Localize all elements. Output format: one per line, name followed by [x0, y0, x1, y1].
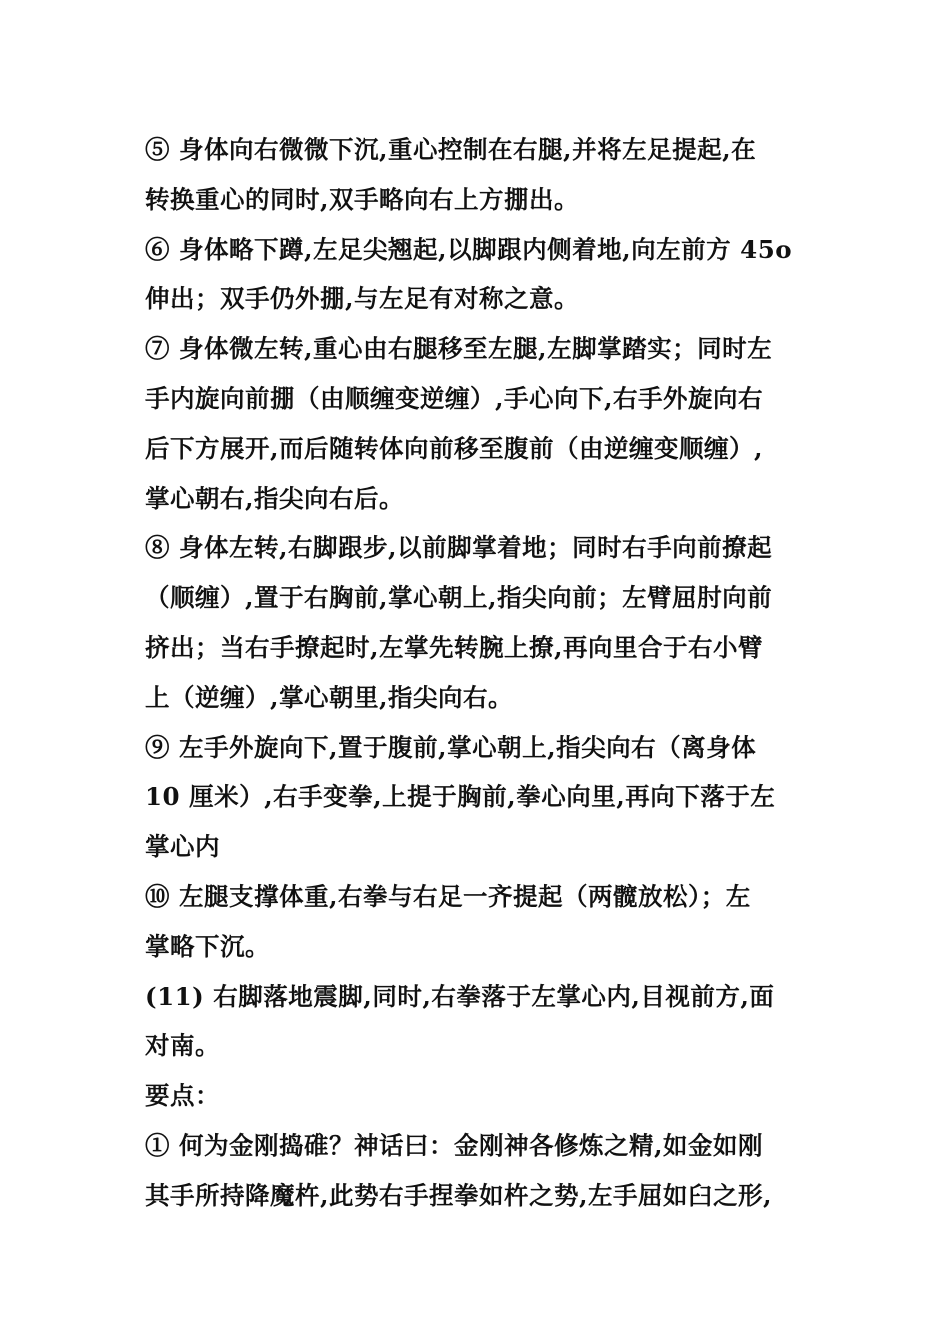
text-line: ⑦ 身体微左转,重心由右腿移至左腿,左脚掌踏实；同时左 — [145, 334, 773, 364]
text-line: 掌心内 — [145, 832, 220, 862]
text-line: ⑨ 左手外旋向下,置于腹前,掌心朝上,指尖向右（离身体 — [145, 732, 757, 762]
text-line: ⑥ 身体略下蹲,左足尖翘起,以脚跟内侧着地,向左前方 45o — [145, 234, 793, 264]
text-line: 其手所持降魔杵,此势右手捏拳如杵之势,左手屈如臼之形, — [145, 1180, 773, 1210]
text-line: 后下方展开,而后随转体向前移至腹前（由逆缠变顺缠）, — [145, 433, 764, 463]
text-line: 对南。 — [145, 1031, 220, 1061]
text-line: 转换重心的同时,双手略向右上方掤出。 — [145, 184, 580, 214]
text-line: ⑧ 身体左转,右脚跟步,以前脚掌着地；同时右手向前撩起 — [145, 533, 773, 563]
text-line: ⑩ 左腿支撑体重,右拳与右足一齐提起（两髋放松）；左 — [145, 881, 751, 911]
text-line: 掌心朝右,指尖向右后。 — [145, 483, 405, 513]
text-line: 10 厘米）,右手变拳,上提于胸前,拳心向里,再向下落于左 — [145, 782, 776, 812]
text-line: 伸出；双手仍外掤,与左足有对称之意。 — [145, 284, 580, 314]
text-line: 掌略下沉。 — [145, 931, 270, 961]
text-line: （顺缠）,置于右胸前,掌心朝上,指尖向前；左臂屈肘向前 — [145, 583, 773, 613]
text-line: 手内旋向前掤（由顺缠变逆缠）,手心向下,右手外旋向右 — [145, 383, 764, 413]
text-line: 上（逆缠）,掌心朝里,指尖向右。 — [145, 682, 514, 712]
text-line: ① 何为金刚捣碓？神话曰：金刚神各修炼之精,如金如刚 — [145, 1130, 764, 1160]
section-heading: 要点： — [145, 1081, 220, 1111]
text-line: ⑤ 身体向右微微下沉,重心控制在右腿,并将左足提起,在 — [145, 135, 757, 164]
document-body — [145, 125, 810, 1221]
text-line: 挤出；当右手撩起时,左掌先转腕上撩,再向里合于右小臂 — [145, 632, 764, 662]
text-line: (11) 右脚落地震脚,同时,右拳落于左掌心内,目视前方,面 — [145, 981, 775, 1011]
